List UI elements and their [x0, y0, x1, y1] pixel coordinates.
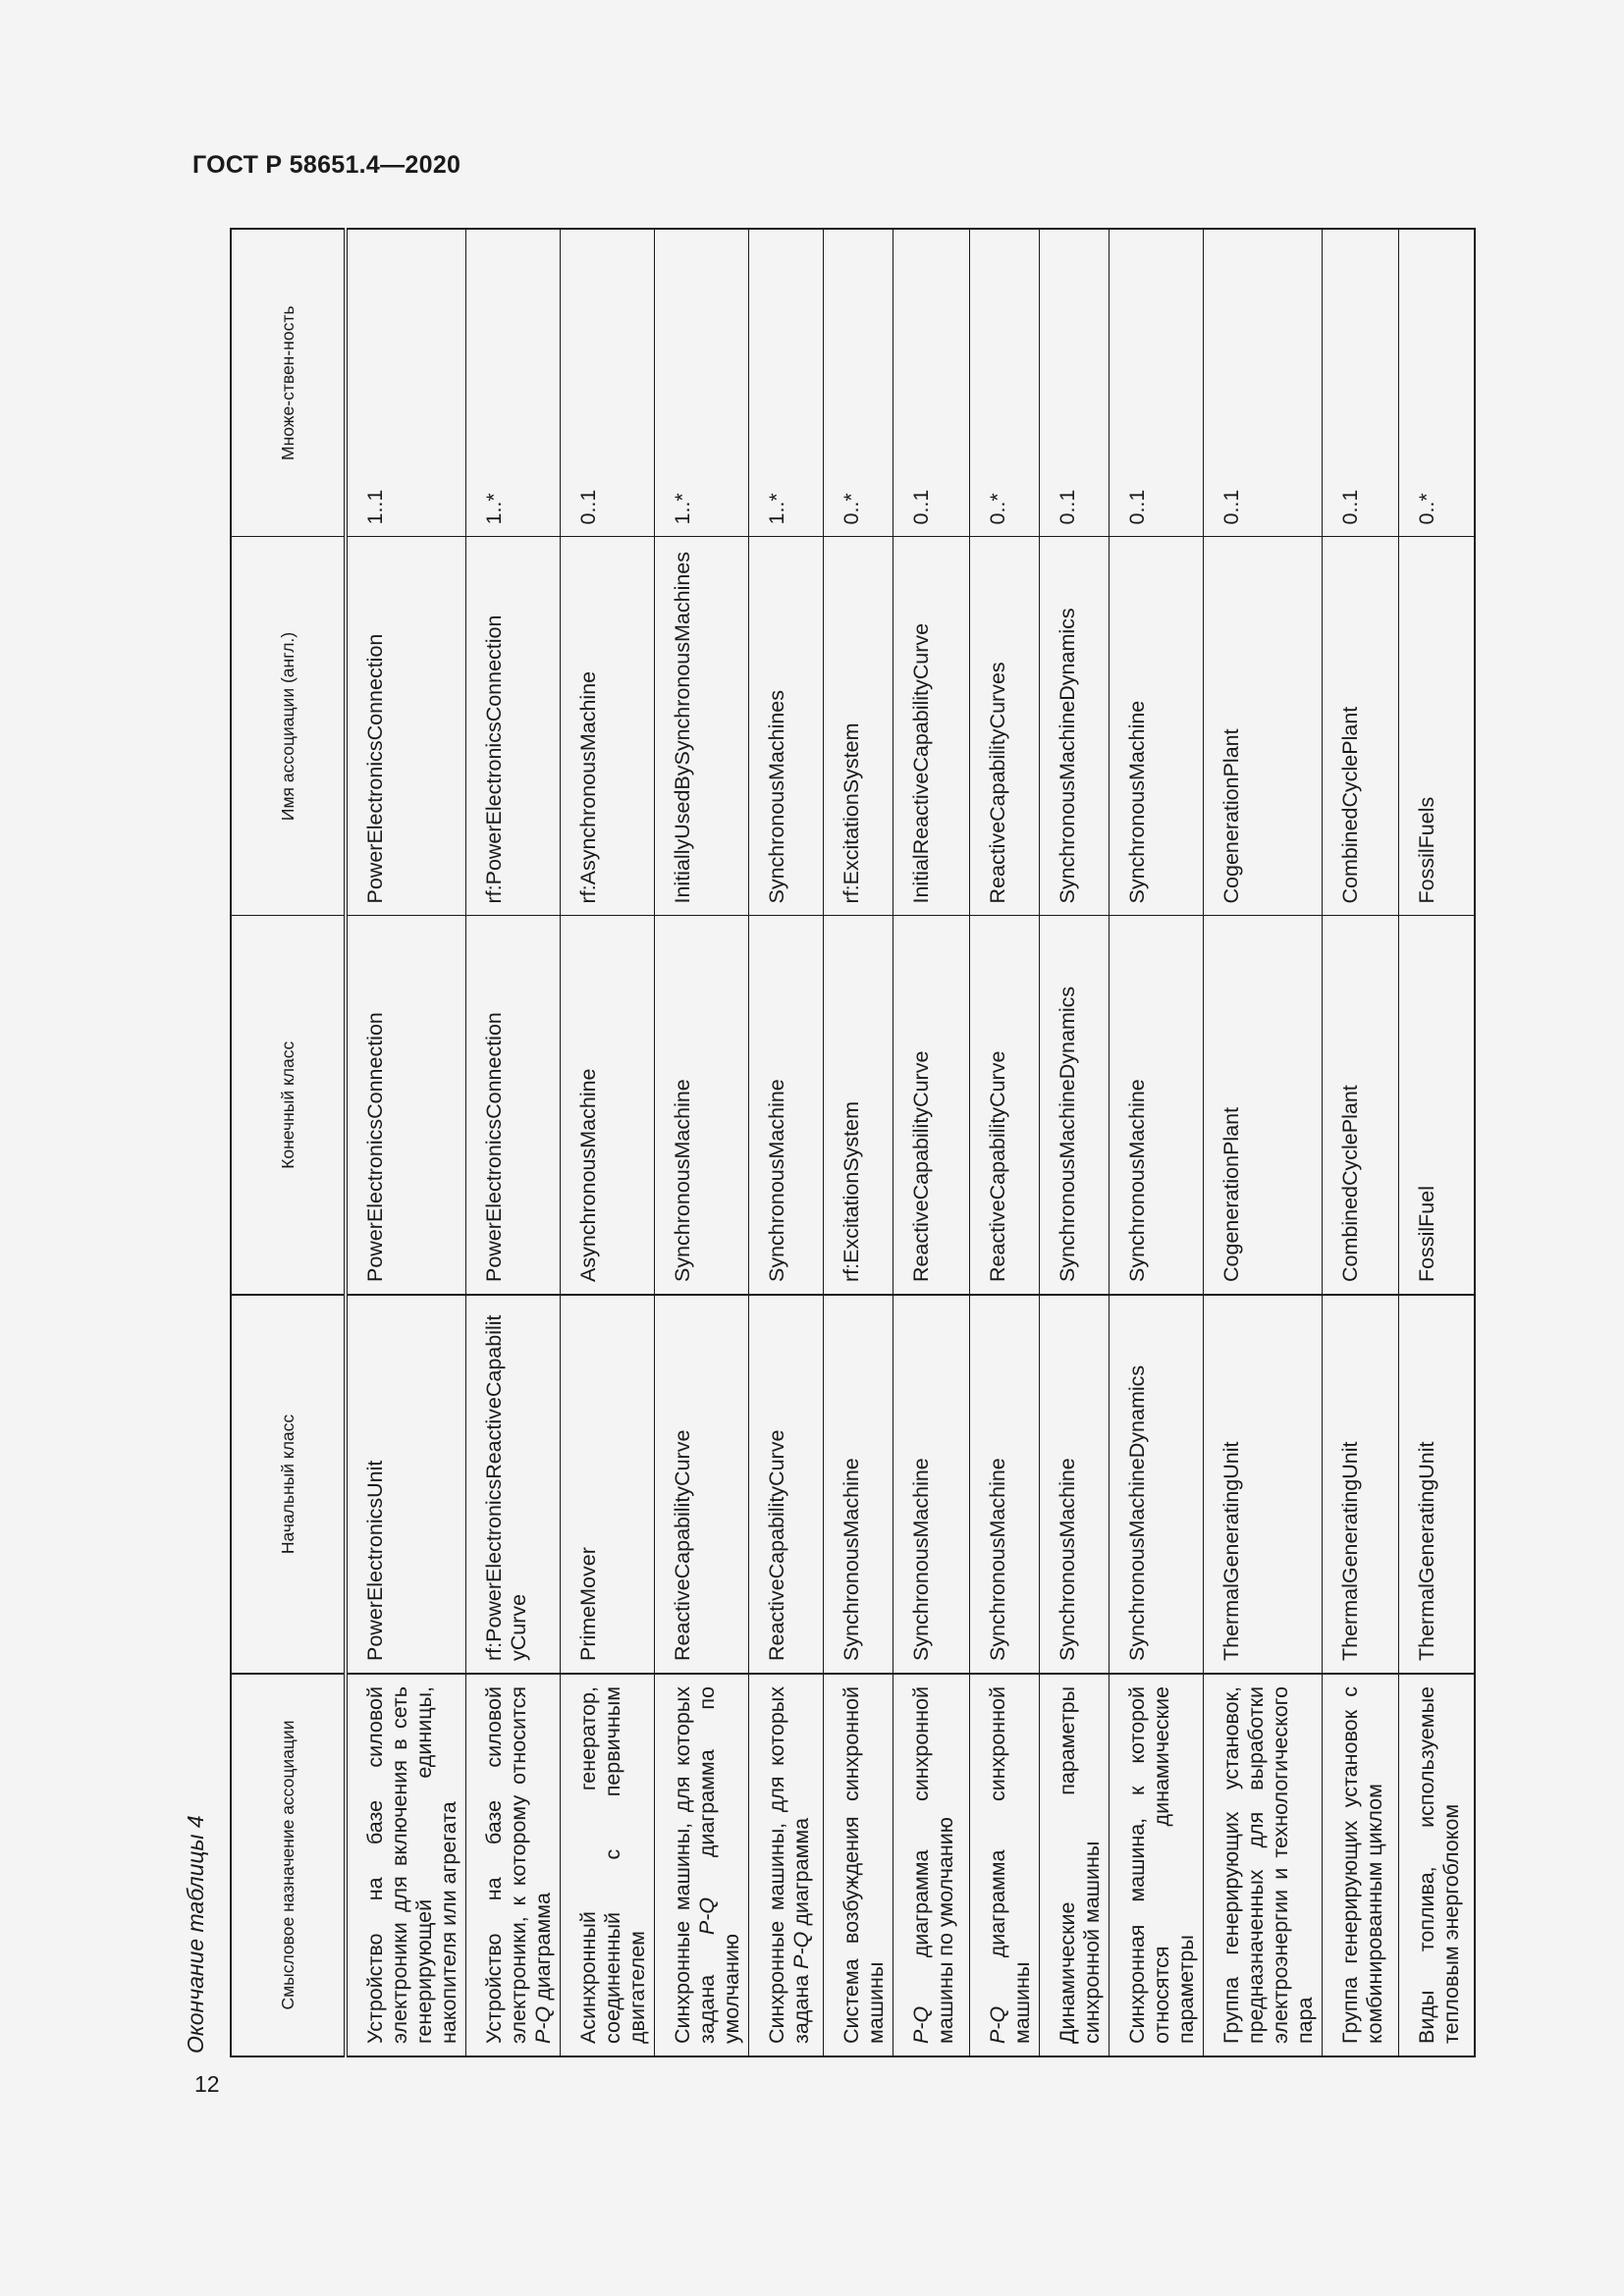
multiplicity-cell: 0..1: [1040, 229, 1110, 537]
table-row: [970, 229, 1040, 2056]
association-purpose-cell: [561, 1674, 655, 2056]
text-fragment: Группа генерирующих установок, предназначенных для выработки электроэнергии и технологического пара: [1219, 1686, 1317, 2044]
document-header: ГОСТ Р 58651.4—2020: [192, 151, 461, 179]
association-purpose-cell: [749, 1674, 824, 2056]
multiplicity-cell: 0..1: [1323, 229, 1399, 537]
multiplicity-cell: 1..*: [655, 229, 749, 537]
association-purpose-cell: [1204, 1674, 1323, 2056]
association-name-cell: ReactiveCapabilityCurves: [970, 537, 1040, 916]
text-fragment: Синхронные машины, для которых задана: [671, 1686, 719, 2044]
text-fragment: диаграмма: [789, 1817, 813, 1932]
association-purpose-cell: [824, 1674, 893, 2056]
association-name-cell: rf:AsynchronousMachine: [561, 537, 655, 916]
association-purpose-cell: [466, 1674, 561, 2056]
table-row: [655, 229, 749, 2056]
end-class-cell: PowerElectronicsConnection: [346, 916, 466, 1295]
association-purpose-cell: [970, 1674, 1040, 2056]
start-class-cell: ThermalGeneratingUnit: [1399, 1295, 1475, 1674]
text-fragment: Устройство на базе силовой электроники, к которому относится: [482, 1686, 530, 2044]
start-class-cell: SynchronousMachine: [824, 1295, 893, 1674]
table-row: [1399, 229, 1475, 2056]
end-class-cell: CombinedCyclePlant: [1323, 916, 1399, 1295]
rotated-table-container: [230, 230, 1463, 2057]
association-name-cell: InitiallyUsedBySynchronousMachines: [655, 537, 749, 916]
association-purpose-cell: [346, 1674, 466, 2056]
text-fragment: Виды топлива, используемые тепловым энергоблоком: [1415, 1686, 1463, 2044]
multiplicity-cell: 0..*: [970, 229, 1040, 537]
association-purpose-cell: [1110, 1674, 1204, 2056]
table-row: [749, 229, 824, 2056]
table-body: [346, 229, 1475, 2056]
text-fragment: Устройство на базе силовой электроники для включения в сеть генерирующей единицы, накопителя или агрегата: [363, 1686, 460, 2044]
italic-term: P-Q: [531, 2005, 555, 2044]
association-table: [230, 228, 1476, 2057]
text-fragment: Синхронная машина, к которой относятся динамические параметры: [1125, 1686, 1198, 2044]
multiplicity-cell: 1..1: [346, 229, 466, 537]
table-row: [1204, 229, 1323, 2056]
start-class-cell: ThermalGeneratingUnit: [1204, 1295, 1323, 1674]
table-row: [893, 229, 970, 2056]
text-fragment: Динамические параметры синхронной машины: [1056, 1686, 1104, 2044]
end-class-cell: SynchronousMachine: [1110, 916, 1204, 1295]
multiplicity-cell: 0..1: [561, 229, 655, 537]
multiplicity-cell: 0..*: [1399, 229, 1475, 537]
column-header: Имя ассоциации (англ.): [231, 537, 346, 916]
start-class-cell: PrimeMover: [561, 1295, 655, 1674]
table-row: [346, 229, 466, 2056]
text-fragment: Асинхронный генератор, соединенный с первичным двигателем: [576, 1686, 649, 2044]
text-fragment: диаграмма синхронной машины по умолчанию: [909, 1686, 957, 2044]
association-name-cell: rf:PowerElectronicsConnection: [466, 537, 561, 916]
association-purpose-cell: [655, 1674, 749, 2056]
italic-term: P-Q: [909, 2005, 933, 2044]
column-header: Начальный класс: [231, 1295, 346, 1674]
text-fragment: диаграмма по умолчанию: [695, 1686, 743, 2044]
association-name-cell: PowerElectronicsConnection: [346, 537, 466, 916]
association-name-cell: CombinedCyclePlant: [1323, 537, 1399, 916]
end-class-cell: ReactiveCapabilityCurve: [970, 916, 1040, 1295]
association-name-cell: rf:ExcitationSystem: [824, 537, 893, 916]
multiplicity-cell: 0..1: [1204, 229, 1323, 537]
multiplicity-cell: 1..*: [749, 229, 824, 537]
start-class-cell: PowerElectronicsUnit: [346, 1295, 466, 1674]
text-fragment: Синхронные машины, для которых задана: [765, 1686, 813, 2044]
text-fragment: диаграмма синхронной машины: [986, 1686, 1034, 2044]
start-class-cell: SynchronousMachineDynamics: [1110, 1295, 1204, 1674]
text-fragment: Группа генерирующих установок с комбинированным циклом: [1338, 1686, 1386, 2044]
italic-term: P-Q: [789, 1931, 813, 1969]
start-class-cell: ReactiveCapabilityCurve: [749, 1295, 824, 1674]
table-row: [466, 229, 561, 2056]
end-class-cell: FossilFuel: [1399, 916, 1475, 1295]
association-purpose-cell: [893, 1674, 970, 2056]
association-purpose-cell: [1323, 1674, 1399, 2056]
end-class-cell: SynchronousMachineDynamics: [1040, 916, 1110, 1295]
table-row: [824, 229, 893, 2056]
association-name-cell: SynchronousMachine: [1110, 537, 1204, 916]
end-class-cell: AsynchronousMachine: [561, 916, 655, 1295]
table-row: [561, 229, 655, 2056]
start-class-cell: SynchronousMachine: [893, 1295, 970, 1674]
multiplicity-cell: 1..*: [466, 229, 561, 537]
association-name-cell: SynchronousMachineDynamics: [1040, 537, 1110, 916]
start-class-cell: rf:PowerElectronicsReactiveCapabilityCurve: [466, 1295, 561, 1674]
column-header: Смысловое назначение ассоциации: [231, 1674, 346, 2056]
table-header-row: [231, 229, 346, 2056]
page-number: 12: [194, 2071, 220, 2097]
end-class-cell: SynchronousMachine: [655, 916, 749, 1295]
italic-term: P-Q: [986, 2005, 1009, 2044]
text-fragment: Система возбуждения синхронной машины: [839, 1686, 888, 2044]
end-class-cell: CogenerationPlant: [1204, 916, 1323, 1295]
association-name-cell: FossilFuels: [1399, 537, 1475, 916]
italic-term: P-Q: [695, 1896, 719, 1936]
table-row: [1040, 229, 1110, 2056]
table-caption: Окончание таблицы 4: [183, 1815, 208, 2054]
association-purpose-cell: [1399, 1674, 1475, 2056]
end-class-cell: ReactiveCapabilityCurve: [893, 916, 970, 1295]
text-fragment: диаграмма: [531, 1893, 555, 2006]
association-name-cell: InitialReactiveCapabilityCurve: [893, 537, 970, 916]
column-header: Конечный класс: [231, 916, 346, 1295]
table-row: [1323, 229, 1399, 2056]
end-class-cell: SynchronousMachine: [749, 916, 824, 1295]
end-class-cell: PowerElectronicsConnection: [466, 916, 561, 1295]
association-name-cell: CogenerationPlant: [1204, 537, 1323, 916]
association-purpose-cell: [1040, 1674, 1110, 2056]
start-class-cell: ReactiveCapabilityCurve: [655, 1295, 749, 1674]
end-class-cell: rf:ExcitationSystem: [824, 916, 893, 1295]
multiplicity-cell: 0..1: [893, 229, 970, 537]
multiplicity-cell: 0..1: [1110, 229, 1204, 537]
start-class-cell: SynchronousMachine: [970, 1295, 1040, 1674]
start-class-cell: SynchronousMachine: [1040, 1295, 1110, 1674]
table-row: [1110, 229, 1204, 2056]
start-class-cell: ThermalGeneratingUnit: [1323, 1295, 1399, 1674]
column-header: Множе-ствен-ность: [231, 229, 346, 537]
multiplicity-cell: 0..*: [824, 229, 893, 537]
association-name-cell: SynchronousMachines: [749, 537, 824, 916]
